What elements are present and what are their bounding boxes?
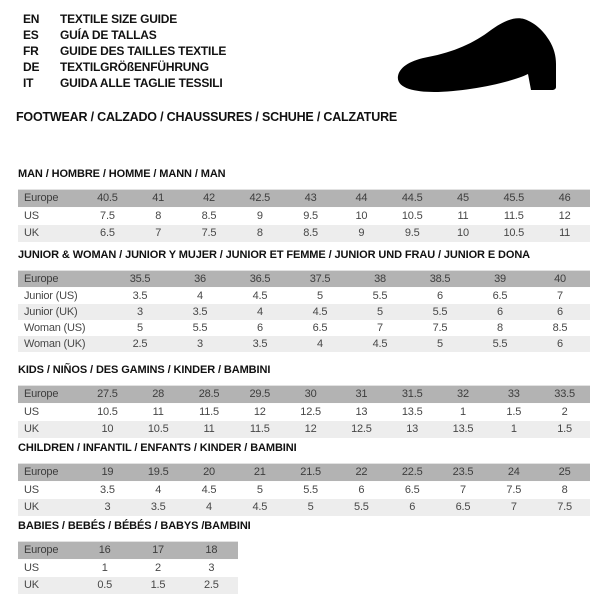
table-row-us bbox=[18, 482, 590, 499]
size-value: 40.5 bbox=[82, 190, 133, 208]
size-value: 13 bbox=[387, 421, 438, 438]
size-value: 6.5 bbox=[387, 482, 438, 499]
table-row-europe bbox=[18, 464, 590, 482]
size-value: 11 bbox=[184, 421, 235, 438]
size-value: 32 bbox=[438, 386, 489, 404]
language-code: IT bbox=[23, 76, 34, 90]
size-value: 2.5 bbox=[185, 577, 238, 594]
section-title-man: MAN / HOMBRE / HOMME / MANN / MAN bbox=[18, 168, 226, 180]
size-value: 2.5 bbox=[110, 336, 170, 352]
size-value: 6 bbox=[387, 499, 438, 516]
size-value: 20 bbox=[184, 464, 235, 482]
size-value: 4 bbox=[230, 304, 290, 320]
language-code: DE bbox=[23, 60, 40, 74]
size-value: 4.5 bbox=[184, 482, 235, 499]
size-value: 7.5 bbox=[410, 320, 470, 336]
size-value: 5 bbox=[285, 499, 336, 516]
language-label: GUÍA DE TALLAS bbox=[60, 28, 157, 42]
size-value: 45.5 bbox=[488, 190, 539, 208]
size-value: 44 bbox=[336, 190, 387, 208]
table-row-europe bbox=[18, 542, 238, 560]
size-value: 21 bbox=[234, 464, 285, 482]
table-row-uk bbox=[18, 499, 590, 516]
table-row-uk bbox=[18, 577, 238, 594]
category-title: FOOTWEAR / CALZADO / CHAUSSURES / SCHUHE / CALZATURE bbox=[16, 110, 398, 124]
size-value: 11.5 bbox=[488, 208, 539, 225]
size-value: 6 bbox=[470, 304, 530, 320]
size-value: 19.5 bbox=[133, 464, 184, 482]
size-value: 7.5 bbox=[82, 208, 133, 225]
size-value: 4 bbox=[170, 288, 230, 304]
size-value: 5 bbox=[290, 288, 350, 304]
size-value: 13 bbox=[336, 404, 387, 421]
table-row-europe bbox=[18, 271, 590, 288]
size-value: 31 bbox=[336, 386, 387, 404]
row-label: US bbox=[18, 404, 82, 421]
size-value: 36.5 bbox=[230, 271, 290, 288]
language-list bbox=[23, 11, 226, 91]
size-value: 11 bbox=[133, 404, 184, 421]
section-children bbox=[18, 442, 590, 516]
size-value: 6 bbox=[410, 288, 470, 304]
size-value: 3.5 bbox=[110, 288, 170, 304]
size-value: 7.5 bbox=[488, 482, 539, 499]
language-label: GUIDA ALLE TAGLIE TESSILI bbox=[60, 76, 223, 90]
size-value: 12 bbox=[234, 404, 285, 421]
size-value: 38.5 bbox=[410, 271, 470, 288]
size-value: 3.5 bbox=[133, 499, 184, 516]
language-code: EN bbox=[23, 12, 40, 26]
size-value: 12.5 bbox=[336, 421, 387, 438]
size-table-kids bbox=[18, 385, 590, 438]
size-value: 3 bbox=[170, 336, 230, 352]
size-value: 1.5 bbox=[539, 421, 590, 438]
size-value: 5 bbox=[110, 320, 170, 336]
size-value: 5.5 bbox=[285, 482, 336, 499]
size-value: 19 bbox=[82, 464, 133, 482]
size-value: 0.5 bbox=[78, 577, 131, 594]
size-value: 8.5 bbox=[285, 225, 336, 242]
size-value: 39 bbox=[470, 271, 530, 288]
size-value: 7 bbox=[530, 288, 590, 304]
row-label: Europe bbox=[18, 271, 110, 288]
size-value: 21.5 bbox=[285, 464, 336, 482]
size-value: 8 bbox=[539, 482, 590, 499]
size-value: 42 bbox=[184, 190, 235, 208]
size-value: 10.5 bbox=[488, 225, 539, 242]
size-value: 6 bbox=[530, 336, 590, 352]
size-value: 22 bbox=[336, 464, 387, 482]
size-value: 17 bbox=[131, 542, 184, 560]
section-title-junior-woman: JUNIOR & WOMAN / JUNIOR Y MUJER / JUNIOR ET FEMME / JUNIOR UND FRAU / JUNIOR E DONA bbox=[18, 249, 531, 261]
size-value: 35.5 bbox=[110, 271, 170, 288]
size-value: 28.5 bbox=[184, 386, 235, 404]
size-value: 7 bbox=[438, 482, 489, 499]
table-row-us bbox=[18, 208, 590, 225]
table-row-us bbox=[18, 560, 238, 577]
size-table-babies bbox=[18, 541, 238, 594]
row-label: Europe bbox=[18, 464, 82, 482]
size-value: 10.5 bbox=[387, 208, 438, 225]
size-value: 3.5 bbox=[230, 336, 290, 352]
size-value: 7 bbox=[350, 320, 410, 336]
size-value: 1.5 bbox=[488, 404, 539, 421]
size-value: 6 bbox=[530, 304, 590, 320]
table-row-woman-us bbox=[18, 320, 590, 336]
table-row-europe bbox=[18, 386, 590, 404]
size-value: 5.5 bbox=[170, 320, 230, 336]
table-row-europe bbox=[18, 190, 590, 208]
size-value: 8 bbox=[133, 208, 184, 225]
row-label: Woman (US) bbox=[18, 320, 110, 336]
size-value: 9.5 bbox=[387, 225, 438, 242]
language-label: TEXTILE SIZE GUIDE bbox=[60, 12, 178, 26]
size-value: 7.5 bbox=[539, 499, 590, 516]
size-value: 36 bbox=[170, 271, 230, 288]
row-label: Europe bbox=[18, 386, 82, 404]
row-label: Europe bbox=[18, 190, 82, 208]
size-value: 7.5 bbox=[184, 225, 235, 242]
size-value: 5.5 bbox=[350, 288, 410, 304]
row-label: Woman (UK) bbox=[18, 336, 110, 352]
table-row-uk bbox=[18, 225, 590, 242]
section-title-kids: KIDS / NIÑOS / DES GAMINS / KINDER / BAMBINI bbox=[18, 364, 271, 376]
size-value: 6.5 bbox=[438, 499, 489, 516]
size-value: 4 bbox=[133, 482, 184, 499]
size-value: 45 bbox=[438, 190, 489, 208]
size-value: 13.5 bbox=[387, 404, 438, 421]
row-label: US bbox=[18, 560, 78, 577]
row-label: US bbox=[18, 482, 82, 499]
size-value: 13.5 bbox=[438, 421, 489, 438]
size-value: 22.5 bbox=[387, 464, 438, 482]
size-value: 1 bbox=[78, 560, 131, 577]
size-table-man bbox=[18, 189, 590, 242]
row-label: US bbox=[18, 208, 82, 225]
section-man bbox=[18, 168, 590, 242]
table-row-junior-uk bbox=[18, 304, 590, 320]
language-label: GUIDE DES TAILLES TEXTILE bbox=[60, 44, 227, 58]
size-table-junior-woman bbox=[18, 270, 590, 352]
size-value: 40 bbox=[530, 271, 590, 288]
size-value: 4.5 bbox=[230, 288, 290, 304]
size-value: 30 bbox=[285, 386, 336, 404]
size-value: 6 bbox=[336, 482, 387, 499]
size-value: 5 bbox=[350, 304, 410, 320]
table-row-uk bbox=[18, 421, 590, 438]
table-row-woman-uk bbox=[18, 336, 590, 352]
language-code: ES bbox=[23, 28, 39, 42]
size-value: 16 bbox=[78, 542, 131, 560]
language-row-en bbox=[23, 11, 226, 27]
size-value: 11.5 bbox=[234, 421, 285, 438]
size-value: 4 bbox=[290, 336, 350, 352]
size-value: 3 bbox=[82, 499, 133, 516]
size-value: 31.5 bbox=[387, 386, 438, 404]
size-value: 10 bbox=[82, 421, 133, 438]
size-value: 7 bbox=[133, 225, 184, 242]
size-value: 4.5 bbox=[290, 304, 350, 320]
section-title-children: CHILDREN / INFANTIL / ENFANTS / KINDER / BAMBINI bbox=[18, 442, 297, 454]
size-value: 2 bbox=[131, 560, 184, 577]
language-code: FR bbox=[23, 44, 39, 58]
size-value: 28 bbox=[133, 386, 184, 404]
size-value: 5 bbox=[410, 336, 470, 352]
row-label: UK bbox=[18, 421, 82, 438]
size-value: 3.5 bbox=[170, 304, 230, 320]
size-value: 8.5 bbox=[530, 320, 590, 336]
language-label: TEXTILGRÖßENFÜHRUNG bbox=[60, 60, 209, 74]
size-value: 9 bbox=[234, 208, 285, 225]
language-row-fr bbox=[23, 43, 226, 59]
size-value: 12 bbox=[285, 421, 336, 438]
language-row-it bbox=[23, 75, 226, 91]
section-babies bbox=[18, 520, 251, 594]
size-value: 4 bbox=[184, 499, 235, 516]
size-value: 42.5 bbox=[234, 190, 285, 208]
language-row-de bbox=[23, 59, 226, 75]
size-value: 10 bbox=[336, 208, 387, 225]
size-value: 6.5 bbox=[82, 225, 133, 242]
size-value: 37.5 bbox=[290, 271, 350, 288]
size-value: 10.5 bbox=[82, 404, 133, 421]
row-label: Europe bbox=[18, 542, 78, 560]
size-value: 24 bbox=[488, 464, 539, 482]
size-value: 11 bbox=[539, 225, 590, 242]
size-value: 33.5 bbox=[539, 386, 590, 404]
size-value: 10 bbox=[438, 225, 489, 242]
size-value: 4.5 bbox=[234, 499, 285, 516]
size-value: 12.5 bbox=[285, 404, 336, 421]
size-value: 11.5 bbox=[184, 404, 235, 421]
size-value: 9.5 bbox=[285, 208, 336, 225]
size-value: 6.5 bbox=[470, 288, 530, 304]
size-value: 8 bbox=[470, 320, 530, 336]
row-label: Junior (UK) bbox=[18, 304, 110, 320]
section-junior-woman bbox=[18, 249, 590, 352]
size-value: 29.5 bbox=[234, 386, 285, 404]
size-value: 5.5 bbox=[470, 336, 530, 352]
size-value: 27.5 bbox=[82, 386, 133, 404]
row-label: Junior (US) bbox=[18, 288, 110, 304]
size-value: 6.5 bbox=[290, 320, 350, 336]
size-value: 3.5 bbox=[82, 482, 133, 499]
size-value: 33 bbox=[488, 386, 539, 404]
size-value: 4.5 bbox=[350, 336, 410, 352]
size-value: 3 bbox=[185, 560, 238, 577]
size-value: 1.5 bbox=[131, 577, 184, 594]
size-value: 1 bbox=[438, 404, 489, 421]
size-value: 43 bbox=[285, 190, 336, 208]
size-table-children bbox=[18, 463, 590, 516]
size-value: 23.5 bbox=[438, 464, 489, 482]
size-value: 5.5 bbox=[336, 499, 387, 516]
size-value: 2 bbox=[539, 404, 590, 421]
size-value: 25 bbox=[539, 464, 590, 482]
language-row-es bbox=[23, 27, 226, 43]
size-value: 18 bbox=[185, 542, 238, 560]
size-value: 7 bbox=[488, 499, 539, 516]
size-value: 10.5 bbox=[133, 421, 184, 438]
size-value: 5.5 bbox=[410, 304, 470, 320]
size-value: 8.5 bbox=[184, 208, 235, 225]
size-value: 1 bbox=[488, 421, 539, 438]
size-value: 3 bbox=[110, 304, 170, 320]
size-value: 38 bbox=[350, 271, 410, 288]
row-label: UK bbox=[18, 577, 78, 594]
size-value: 12 bbox=[539, 208, 590, 225]
size-value: 41 bbox=[133, 190, 184, 208]
size-value: 44.5 bbox=[387, 190, 438, 208]
section-kids bbox=[18, 364, 590, 438]
size-value: 11 bbox=[438, 208, 489, 225]
row-label: UK bbox=[18, 499, 82, 516]
size-value: 5 bbox=[234, 482, 285, 499]
table-row-us bbox=[18, 404, 590, 421]
size-value: 46 bbox=[539, 190, 590, 208]
shoe-icon bbox=[392, 14, 582, 106]
size-value: 8 bbox=[234, 225, 285, 242]
size-value: 9 bbox=[336, 225, 387, 242]
table-row-junior-us bbox=[18, 288, 590, 304]
size-value: 6 bbox=[230, 320, 290, 336]
row-label: UK bbox=[18, 225, 82, 242]
section-title-babies: BABIES / BEBÉS / BÉBÉS / BABYS /BAMBINI bbox=[18, 520, 251, 532]
